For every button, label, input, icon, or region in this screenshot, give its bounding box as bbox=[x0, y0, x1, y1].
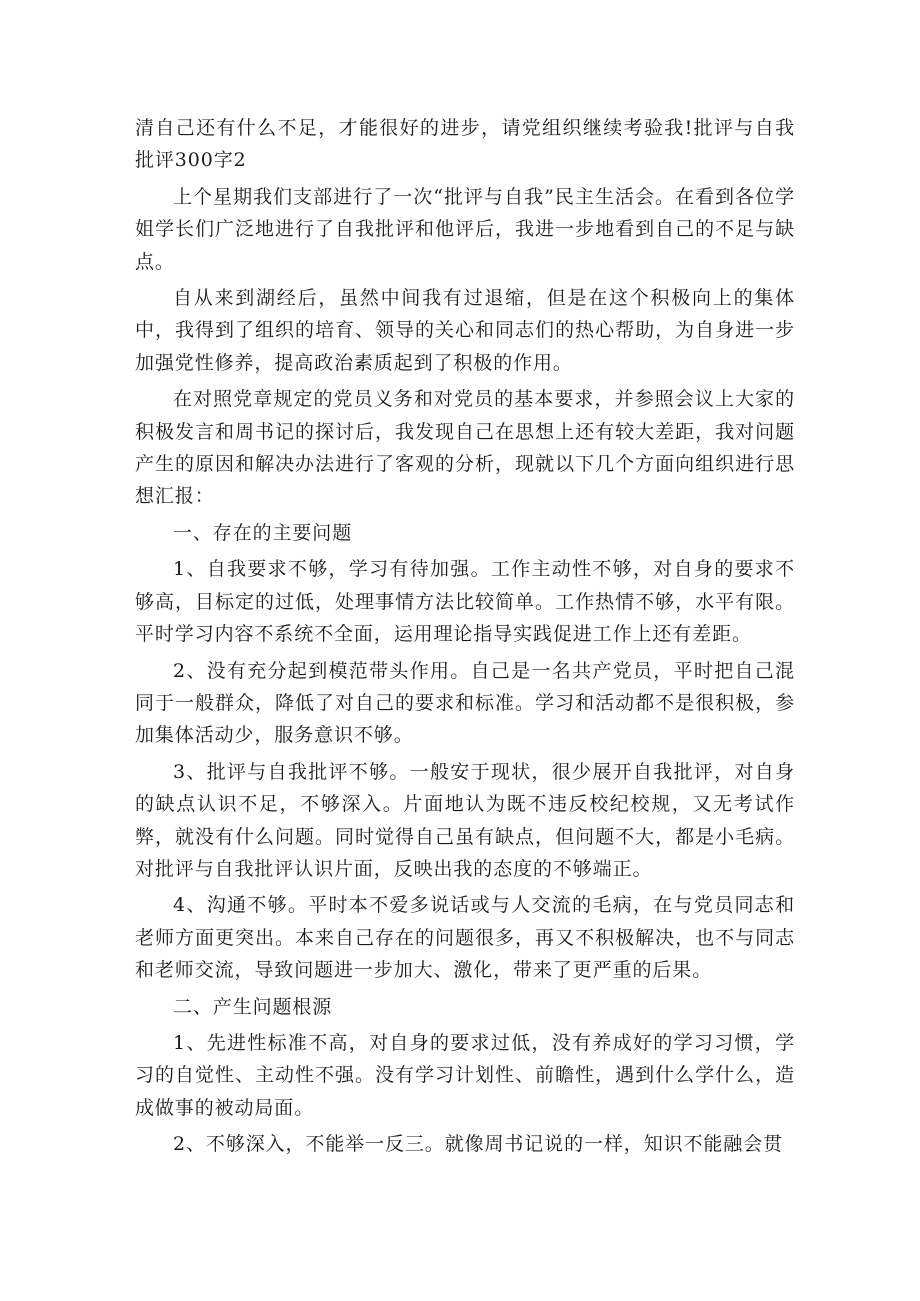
paragraph-report-purpose: 在对照党章规定的党员义务和对党员的基本要求，并参照会议上大家的积极发言和周书记的探讨后，我发现自己在思想上还有较大差距，我对问题产生的原因和解决办法进行了客观的分析，现就以下几个方面向组织进行思想汇报： bbox=[135, 388, 795, 508]
section-heading-problems: 一、存在的主要问题 bbox=[173, 521, 353, 544]
paragraph-background: 自从来到湖经后，虽然中间我有过退缩，但是在这个积极向上的集体中，我得到了组织的培育、领导的关心和同志们的热心帮助，为自身进一步加强党性修养，提高政治素质起到了积极的作用。 bbox=[135, 287, 795, 374]
paragraph-problem-1: 1、自我要求不够，学习有待加强。工作主动性不够，对自身的要求不够高，目标定的过低，处理事情方法比较简单。工作热情不够，水平有限。平时学习内容不系统不全面，运用理论指导实践促进工作上还有差距。 bbox=[135, 558, 795, 646]
paragraph-cause-2: 2、不够深入，不能举一反三。就像周书记说的一样，知识不能融会贯 bbox=[173, 1133, 783, 1156]
paragraph-problem-3: 3、批评与自我批评不够。一般安于现状，很少展开自我批评，对自身的缺点认识不足，不够深入。片面地认为既不违反校纪校规，又无考试作弊，就没有什么问题。同时觉得自己虽有缺点，但问题不大，都是小毛病。对批评与自我批评认识片面，反映出我的态度的不够端正。 bbox=[135, 760, 795, 880]
paragraph-problem-2: 2、没有充分起到模范带头作用。自己是一名共产党员，平时把自己混同于一般群众，降低了对自己的要求和标准。学习和活动都不是很积极，参加集体活动少，服务意识不够。 bbox=[135, 659, 795, 747]
paragraph-intro: 上个星期我们支部进行了一次“批评与自我”民主生活会。在看到各位学姐学长们广泛地进行了自我批评和他评后，我进一步地看到自己的不足与缺点。 bbox=[135, 185, 795, 273]
section-heading-root-causes: 二、产生问题根源 bbox=[173, 995, 333, 1018]
document-body bbox=[135, 112, 795, 1165]
paragraph-continuation-heading: 清自己还有什么不足，才能很好的进步，请党组织继续考验我!批评与自我批评300字2 bbox=[135, 117, 795, 172]
paragraph-problem-4: 4、沟通不够。平时本不爱多说话或与人交流的毛病，在与党员同志和老师方面更突出。本来自己存在的问题很多，再又不积极解决，也不与同志和老师交流，导致问题进一步加大、激化，带来了更严重的后果。 bbox=[135, 894, 795, 982]
paragraph-cause-1: 1、先进性标准不高，对自身的要求过低，没有养成好的学习习惯，学习的自觉性、主动性不强。没有学习计划性、前瞻性，遇到什么学什么，造成做事的被动局面。 bbox=[135, 1031, 795, 1119]
